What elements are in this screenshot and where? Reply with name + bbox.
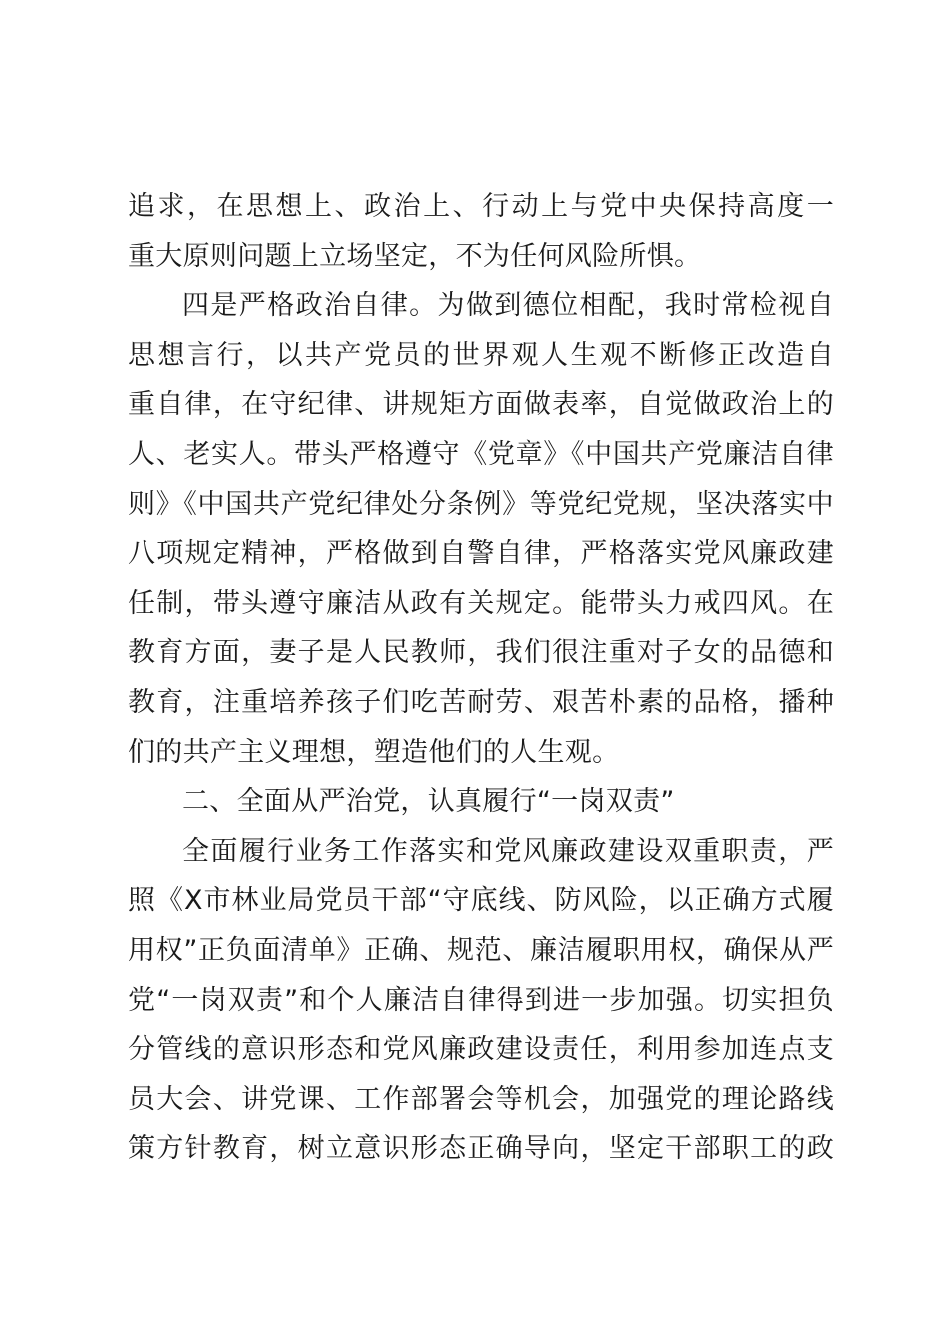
text-line: 重大原则问题上立场坚定，不为任何风险所惧。 [128, 240, 702, 272]
text-line: 教育，注重培养孩子们吃苦耐劳、艰苦朴素的品格，播种 [128, 686, 834, 718]
text-line: 重自律，在守纪律、讲规矩方面做表率，自觉做政治上的 [128, 389, 834, 421]
text-line: 任制，带头遵守廉洁从政有关规定。能带头力戒四风。在 [128, 587, 834, 619]
text-line: 八项规定精神，严格做到自警自律，严格落实党风廉政建 [128, 538, 834, 570]
text-line: 分管线的意识形态和党风廉政建设责任，利用参加连点支 [128, 1034, 834, 1066]
text-line: 追求，在思想上、政治上、行动上与党中央保持高度一 [128, 191, 834, 222]
text-line: 教育方面，妻子是人民教师，我们很注重对子女的品德和 [128, 637, 834, 669]
text-line: 人、老实人。带头严格遵守《党章》《中国共产党廉洁自律 [128, 438, 834, 470]
text-line: 思想言行，以共产党员的世界观人生观不断修正改造自 [128, 339, 834, 371]
text-line: 用权”正负面清单》正确、规范、廉洁履职用权，确保从严 [128, 934, 834, 966]
text-line: 们的共产主义理想，塑造他们的人生观。 [128, 736, 620, 768]
text-line: 照《X市林业局党员干部“守底线、防风险，以正确方式履 [128, 885, 834, 917]
text-line: 党“一岗双责”和个人廉洁自律得到进一步加强。切实担负 [128, 984, 834, 1016]
text-line: 员大会、讲党课、工作部署会等机会，加强党的理论路线 [128, 1083, 834, 1115]
text-line: 全面履行业务工作落实和党风廉政建设双重职责，严 [182, 835, 834, 867]
text-line: 策方针教育，树立意识形态正确导向，坚定干部职工的政 [128, 1133, 834, 1165]
text-line: 二、全面从严治党，认真履行“一岗双责” [182, 786, 675, 818]
text-line: 则》《中国共产党纪律处分条例》等党纪党规，坚决落实中 [128, 488, 834, 520]
text-line: 四是严格政治自律。为做到德位相配，我时常检视自 [182, 290, 834, 322]
body-text [128, 182, 834, 1174]
